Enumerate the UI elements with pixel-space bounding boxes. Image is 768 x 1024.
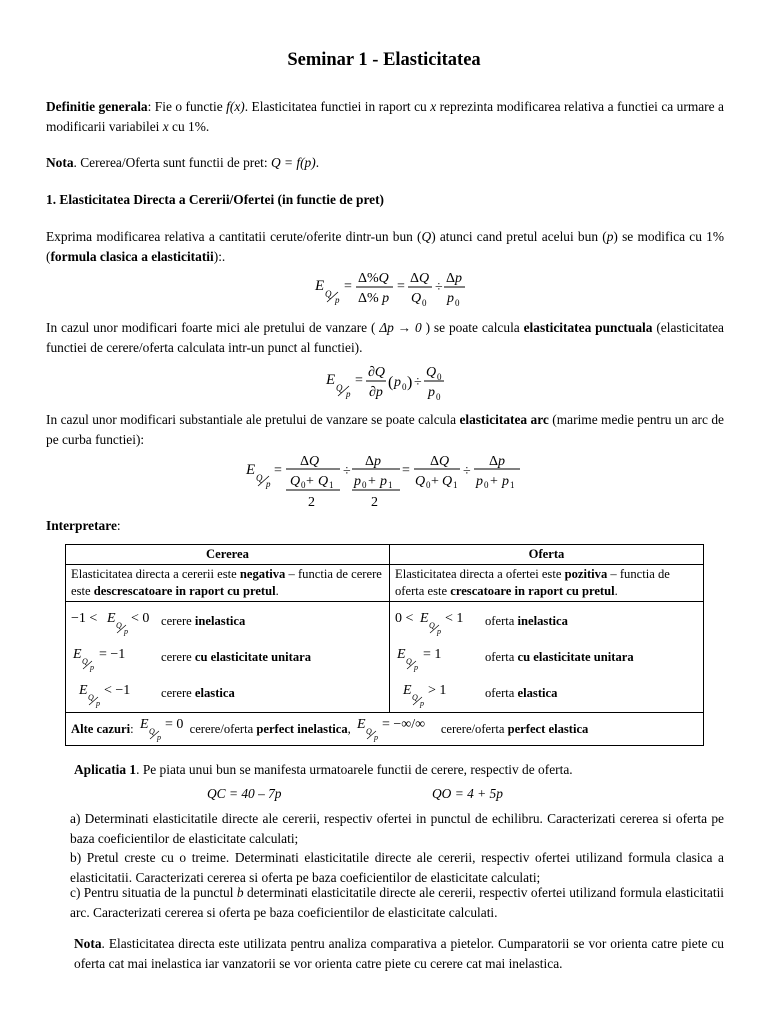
cell-text: – functia de oferta este <box>395 567 670 598</box>
svg-text:0: 0 <box>437 372 442 382</box>
svg-text:Q: Q <box>116 621 122 630</box>
svg-text:Δ%Q: Δ%Q <box>358 271 389 286</box>
svg-text:Q: Q <box>442 474 453 489</box>
svg-text:ΔQ: ΔQ <box>300 454 320 469</box>
intro-text: ) se modifica cu 1% ( <box>46 229 724 264</box>
definition-text: reprezinta modificarea relativa a functiei ca urmare a modificarii variabilei <box>46 99 724 134</box>
arc-text: (marime medie pentru un arc de pe curba functiei): <box>46 412 724 447</box>
svg-text:p: p <box>428 385 435 400</box>
svg-text:Δp: Δp <box>446 271 463 286</box>
svg-text:÷: ÷ <box>463 464 471 479</box>
svg-text:Q: Q <box>290 474 301 489</box>
svg-text:1: 1 <box>453 480 458 490</box>
question-c-text: c) Pentru situatia de la punctul <box>70 885 237 900</box>
svg-text:Δp: Δp <box>365 454 382 469</box>
svg-text:p: p <box>90 663 94 672</box>
cell-text: – functia de cerere este <box>71 567 382 598</box>
punctual-text: In cazul unor modificari foarte mici ale pretului de vanzare ( <box>46 320 380 335</box>
question-c <box>70 883 724 923</box>
svg-text:+: + <box>368 474 376 489</box>
svg-text:E: E <box>246 462 256 478</box>
other-cases-bold: perfect inelastica <box>256 721 348 736</box>
svg-text:Q: Q <box>412 693 418 702</box>
svg-text:∂Q: ∂Q <box>368 365 386 380</box>
formula-cerere-inelastic <box>71 606 161 636</box>
svg-text:E: E <box>107 611 116 626</box>
interpretare-label: Interpretare <box>46 518 117 533</box>
svg-text:p: p <box>420 699 424 708</box>
formula-classic <box>0 262 768 312</box>
svg-text:< −1: < −1 <box>104 683 131 698</box>
svg-text:E: E <box>326 372 336 388</box>
svg-text:=: = <box>274 463 282 478</box>
definition-text: cu 1%. <box>168 119 210 134</box>
svg-text:+: + <box>431 474 439 489</box>
svg-text:+: + <box>306 474 314 489</box>
formula-oferta-elastic <box>395 678 485 708</box>
svg-text:Q: Q <box>82 657 88 666</box>
cell-text: Elasticitatea directa a cererii este <box>71 567 240 581</box>
svg-text:0: 0 <box>422 298 427 308</box>
svg-text:E: E <box>397 647 406 662</box>
svg-text:ΔQ: ΔQ <box>430 454 450 469</box>
svg-text:= 1: = 1 <box>423 647 442 662</box>
svg-text:p: p <box>266 479 271 489</box>
aplicatia-label: Aplicatia 1 <box>74 762 137 777</box>
cerere-cases <box>66 602 390 713</box>
svg-text:Δ% p: Δ% p <box>358 291 390 306</box>
svg-text:): ) <box>407 374 413 391</box>
definition-paragraph <box>46 97 724 137</box>
svg-text:p: p <box>335 295 340 305</box>
definition-x: x <box>162 119 169 134</box>
svg-text:= 0: = 0 <box>164 716 184 732</box>
svg-text:Q: Q <box>415 474 426 489</box>
punctual-paragraph <box>46 318 724 358</box>
svg-text:=: = <box>397 279 405 294</box>
svg-text:p: p <box>394 375 401 390</box>
other-cases-bold: perfect elastica <box>507 721 589 736</box>
svg-text:ΔQ: ΔQ <box>410 271 430 286</box>
cell-text: Elasticitatea directa a ofertei este <box>395 567 565 581</box>
intro-text: Exprima modificarea relativa a cantitatii cerute/oferite dintr-un bun ( <box>46 229 422 244</box>
svg-text:Q: Q <box>325 289 332 299</box>
aplicatia-heading <box>74 760 724 780</box>
formula-punctual <box>0 358 768 404</box>
definition-text: . Elasticitatea functiei in raport cu <box>244 99 431 114</box>
cerere-inelastic-row <box>71 603 384 639</box>
formula-cerere-elastic <box>71 678 161 708</box>
question-c-text: determinati elasticitatile directe ale cererii, respectiv ofertei utilizand formula elasticitatii arc. Caracterizati cererea si oferta pe baza coeficientilor de elasticitate calculati. <box>70 885 725 920</box>
formula-cerere-unitary <box>71 642 161 672</box>
svg-text:p: p <box>476 474 483 489</box>
svg-text:p: p <box>346 389 351 399</box>
other-cases-line <box>71 714 698 744</box>
note-text: . <box>315 155 320 170</box>
punctual-bold: elasticitatea punctuala <box>523 320 653 335</box>
header-oferta: Oferta <box>390 545 704 565</box>
interpretare-colon: : <box>116 518 121 533</box>
aplicatia-text: . Pe piata unui bun se manifesta urmatoarele functii de cerere, respectiv de oferta. <box>136 762 573 777</box>
arc-text: In cazul unor modificari substantiale ale pretului de vanzare se poate calcula <box>46 412 460 427</box>
svg-text:=: = <box>355 373 363 388</box>
svg-text:∂p: ∂p <box>369 385 383 400</box>
svg-text:0: 0 <box>436 392 441 402</box>
svg-text:+: + <box>490 474 498 489</box>
case-bold: elastica <box>517 685 558 700</box>
intro-text: ) atunci cand pretul acelui bun ( <box>431 229 607 244</box>
formula-oferta-inelastic <box>395 606 485 636</box>
definition-text: : Fie o functie <box>147 99 227 114</box>
case-bold: inelastica <box>194 613 246 628</box>
svg-text:E: E <box>420 611 429 626</box>
supply-function: QO = 4 + 5p <box>432 786 503 801</box>
page-title: Seminar 1 - Elasticitatea <box>287 50 481 70</box>
intro-text: ):. <box>213 249 226 264</box>
cerere-unitary-row <box>71 639 384 675</box>
interpretation-table <box>65 544 704 746</box>
svg-text:=: = <box>402 463 410 478</box>
other-cases-colon: : <box>130 721 134 736</box>
svg-text:0: 0 <box>484 480 489 490</box>
svg-text:E: E <box>79 683 88 698</box>
definition-fx: f(x) <box>226 99 245 114</box>
cerere-description <box>66 565 390 602</box>
question-a: a) Determinati elasticitatile directe ale cererii, respectiv ofertei in punctul de echilibru. Caracterizati cererea si oferta pe baza coeficientilor de elasticitate calculati; <box>70 811 724 846</box>
svg-text:0 <: 0 < <box>395 611 414 626</box>
case-text: oferta <box>485 685 515 700</box>
svg-text:0: 0 <box>301 480 306 490</box>
interpretare-heading <box>46 516 724 536</box>
cell-bold: negativa <box>239 567 286 581</box>
svg-text:Q: Q <box>365 726 372 736</box>
svg-text:Q: Q <box>406 657 412 666</box>
svg-text:2: 2 <box>371 495 378 510</box>
cell-bold: descrescatoare in raport cu pretul <box>93 584 276 598</box>
oferta-elastic-row <box>395 675 698 711</box>
svg-text:1: 1 <box>510 480 515 490</box>
note-text: . Cererea/Oferta sunt functii de pret: <box>73 155 271 170</box>
demand-function: QC = 40 – 7p <box>207 786 282 801</box>
svg-text:Q: Q <box>88 693 94 702</box>
cell-text: . <box>275 584 279 598</box>
svg-text:0: 0 <box>455 298 460 308</box>
svg-text:= −∞/∞: = −∞/∞ <box>381 716 425 732</box>
intro-bold: formula clasica a elasticitatii <box>50 249 214 264</box>
svg-text:Q: Q <box>256 473 263 483</box>
cell-text: . <box>614 584 618 598</box>
punctual-text: (elasticitatea functiei de cerere/oferta calculata intr-un punct al functiei). <box>46 320 724 355</box>
svg-text:p: p <box>437 627 441 636</box>
intro-q: Q <box>421 229 432 244</box>
intro-p: p <box>606 229 614 244</box>
header-cerere: Cererea <box>66 545 390 565</box>
formula-perfect-elastic <box>355 712 441 747</box>
definition-label: Definitie generala <box>46 99 148 114</box>
case-text: oferta <box>485 649 515 664</box>
svg-text:Δp: Δp <box>489 454 506 469</box>
svg-text:p: p <box>354 474 361 489</box>
arc-paragraph <box>46 410 724 450</box>
svg-text:0: 0 <box>402 382 407 392</box>
formula-arc <box>0 450 768 512</box>
note-final-paragraph <box>74 934 724 974</box>
question-b: b) Pretul creste cu o treime. Determinati elasticitatile directe ale cererii, respectiv ofertei utilizand formula clasica a elasticitatii. Caracterizati cererea si oferta pe baza coeficientilor de elasticitate calculati; <box>70 850 724 885</box>
svg-text:Q: Q <box>336 383 343 393</box>
svg-text:< 1: < 1 <box>445 611 464 626</box>
svg-text:Q: Q <box>318 474 329 489</box>
svg-text:1: 1 <box>329 480 334 490</box>
case-bold: cu elasticitate unitara <box>194 649 312 664</box>
other-cases-label: Alte cazuri <box>71 721 131 736</box>
svg-text:p: p <box>414 663 418 672</box>
svg-text:÷: ÷ <box>343 464 351 479</box>
formula-perfect-inelastic <box>138 712 190 747</box>
svg-text:0: 0 <box>362 480 367 490</box>
svg-text:< 0: < 0 <box>131 611 150 626</box>
other-cases-text: cerere/oferta <box>189 721 254 736</box>
svg-text:E: E <box>73 647 82 662</box>
svg-text:p: p <box>124 627 128 636</box>
oferta-cases <box>390 602 704 713</box>
section-intro-paragraph <box>46 227 724 267</box>
svg-text:= −1: = −1 <box>99 647 126 662</box>
section-heading: 1. Elasticitatea Directa a Cererii/Ofertei (in functie de pret) <box>46 192 385 207</box>
svg-text:> 1: > 1 <box>428 683 447 698</box>
svg-text:−1 <: −1 < <box>71 611 98 626</box>
other-cases-row <box>66 713 704 746</box>
svg-text:E: E <box>315 278 325 294</box>
case-bold: inelastica <box>517 613 568 628</box>
punctual-text: ) se poate calcula <box>421 320 524 335</box>
svg-text:÷: ÷ <box>435 280 443 295</box>
oferta-unitary-row <box>395 639 698 675</box>
other-cases-text: cerere/oferta <box>440 721 505 736</box>
note-final-text: . Elasticitatea directa este utilizata pentru analiza comparativa a pietelor. Cumparatorii se vor orienta catre piete cu oferta cat mai inelastica iar vanzatorii se vor orienta catre piete cu cerere cat mai inelastica. <box>74 936 724 971</box>
svg-text:2: 2 <box>308 495 315 510</box>
definition-x: x <box>430 99 437 114</box>
svg-text:E: E <box>139 716 149 732</box>
note-formula: Q = f(p) <box>270 155 316 170</box>
case-bold: elastica <box>194 685 235 700</box>
svg-text:p: p <box>502 474 509 489</box>
case-text: cerere <box>161 685 192 700</box>
svg-text:p: p <box>156 732 161 742</box>
svg-text:p: p <box>373 732 378 742</box>
cell-bold: crescatoare in raport cu pretul <box>450 584 615 598</box>
note-final-label: Nota <box>74 936 102 951</box>
svg-text:E: E <box>356 716 366 732</box>
cerere-elastic-row <box>71 675 384 711</box>
case-bold: cu elasticitate unitara <box>517 649 634 664</box>
question-c-ref: b <box>236 885 244 900</box>
svg-text:1: 1 <box>388 480 393 490</box>
case-text: cerere <box>161 613 192 628</box>
cell-bold: pozitiva <box>564 567 608 581</box>
svg-text:Q: Q <box>411 291 422 306</box>
svg-text:÷: ÷ <box>414 375 422 390</box>
svg-text:(: ( <box>388 374 394 391</box>
formula-oferta-unitary <box>395 642 485 672</box>
arc-bold: elasticitatea arc <box>459 412 549 427</box>
svg-text:E: E <box>403 683 412 698</box>
punctual-condition: Δp → 0 <box>379 320 422 335</box>
svg-text:p: p <box>96 699 100 708</box>
note-label: Nota <box>46 155 74 170</box>
svg-text:Q: Q <box>429 621 435 630</box>
svg-text:Q: Q <box>148 726 155 736</box>
svg-text:p: p <box>447 291 454 306</box>
oferta-description <box>390 565 704 602</box>
svg-text:0: 0 <box>426 480 431 490</box>
other-cases-comma: , <box>347 721 351 736</box>
oferta-inelastic-row <box>395 603 698 639</box>
case-text: cerere <box>161 649 192 664</box>
svg-text:Q: Q <box>426 365 437 380</box>
case-text: oferta <box>485 613 515 628</box>
svg-text:=: = <box>344 279 352 294</box>
note-paragraph <box>46 153 724 173</box>
svg-text:p: p <box>380 474 387 489</box>
